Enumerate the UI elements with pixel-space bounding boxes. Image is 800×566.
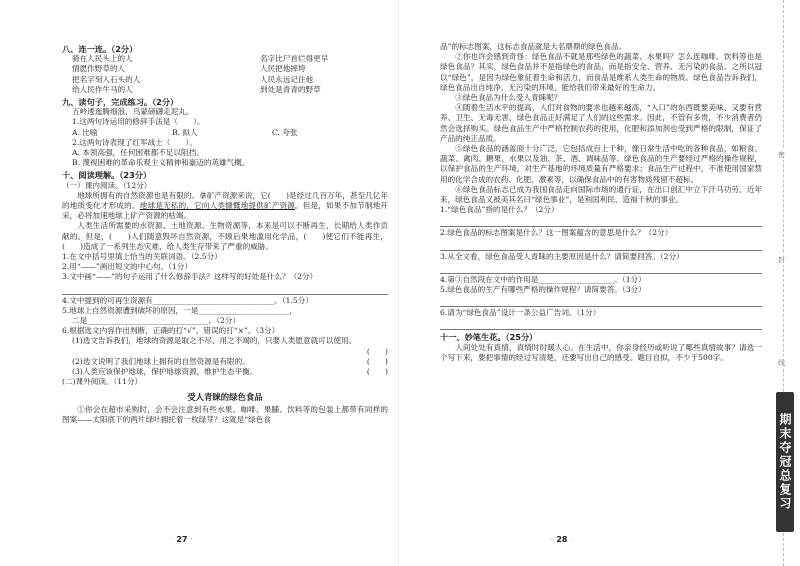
match-row [62, 54, 388, 64]
judge-text: (2)选文说明了我们地球上拥有的自然资源是有限的。 [72, 356, 250, 366]
page-number: · 27 · [170, 535, 194, 544]
seal-mark: 密 [778, 151, 785, 159]
story-paragraph-1: ①你会在超市采购时，会不会注意到有些水果、咖啡、果脯、饮料等的包装上都带有同样的图案——太阳底下的两片绿叶拥托着一枚绿芽？这就是“绿色食 [62, 404, 388, 424]
question-6: 6.根据选文内容作出判断，正确的打“√”，错误的打“×”。（3分） [62, 326, 280, 336]
story-paragraph-5: ⑤绿色食品的涵盖面十分广泛，它包括成百上千种，像日常生活中吃的各种食品，如粮食、蔬菜、禽肉、糖果、水果以及油、茶、酒、调味品等。绿色食品的生产要经过严格的操作规程，以保护食品的生产环境，对生产基地的环境质量有严格要求；食品生产过程中，不准使用国家禁用的化学合成的农药、化肥、激素等，以确保食品中的有害物质残留不超标。 [440, 144, 762, 184]
q9-options [62, 128, 388, 138]
page-number-text: 28 [556, 535, 568, 544]
page-number: · 28 · [550, 535, 574, 544]
story-paragraph-2: ②你也许会感到奇怪：绿色食品不就是那些绿色的蔬菜、水果吗？怎么连咖啡、饮料等也是绿色食品？其实，绿色食品并不是指绿色的食品，而是指安全、营养、无污染的食品。之所以冠以“绿色”，是因为绿色象征着生命和活力，而食品是维系人类生命的物质。绿色食品告诉我们，绿色食品出自纯净、无污染的环境，能给我们带来最好的生命力。 [440, 52, 762, 92]
q9-item2: 2.这两句诗表现了红军战士（ ）。 [72, 137, 197, 147]
text: )是经过几百万年，甚至几亿年的地质变化才形成的。 [62, 190, 389, 211]
question-5: 5.绿色食品的生产有哪些严格的操作规程？请简要答。（3分） [440, 285, 646, 295]
right-column [440, 42, 762, 363]
match-right: 人民永远记住他 [260, 74, 314, 84]
page-fold [398, 0, 399, 566]
judge-text: (1)选文告诉我们，地球的资源是取之不尽、用之不竭的，只要人类愿意就可以使用。 [72, 336, 357, 346]
match-left: 把名字刻入石头的人 [72, 74, 141, 84]
question-3: 3.从全文看，绿色食品受人青睐的主要原因是什么？请简要回答。（2分） [440, 251, 684, 261]
answer-line[interactable] [440, 239, 762, 251]
answer-line[interactable] [440, 262, 762, 274]
seal-mark: 线 [778, 359, 785, 367]
left-column [62, 42, 388, 425]
question-4: 4.第③自然段在文中的作用是____________________。（1分） [440, 274, 646, 284]
judge-mark[interactable]: ( ) [366, 346, 388, 356]
judge-mark[interactable]: ( ) [366, 367, 388, 377]
answer-line[interactable] [440, 215, 762, 227]
q9-option2-b[interactable]: B. 蔑视困难的革命乐观主义精神和豪迈的英雄气概。 [72, 158, 250, 168]
answer-line[interactable] [440, 318, 762, 330]
passage-paragraph-1 [62, 191, 388, 222]
q9-item1: 1.这两句诗运用的修辞手法是（ ）。 [72, 117, 205, 127]
question-2: 2.用“——”画出短文的中心句。（1分） [62, 262, 192, 272]
question-2: 2.绿色食品的标志图案是什么？这一图案蕴含的意思是什么？（2分） [440, 228, 673, 238]
question-4: 4.文中提到的可再生资源有________________________________。（1.5分） [62, 295, 313, 305]
q9-title: 九、读句子，完成练习。（2分） [62, 97, 179, 108]
match-right: 到处是青青的野草 [260, 84, 321, 94]
story-paragraph-3: ③绿色食品为什么受人青睐呢？ [455, 93, 562, 103]
match-left: 给人民作牛马的人 [72, 84, 133, 94]
judge-2 [62, 357, 388, 367]
judge-1 [62, 336, 388, 346]
question-3: 3.文中画“——”的句子运用了什么修辞手法？这样写的好处是什么？（2分） [62, 272, 318, 282]
question-5b: 二是________________________________。（2分） [72, 316, 241, 326]
story-continued: 品”的标志图案，这标志食品就是大名鼎鼎的绿色食品。 [440, 42, 627, 51]
answer-line[interactable] [440, 295, 762, 307]
brand-logo: 期末夺冠总复习 [776, 392, 794, 532]
question-1: 1.在文中括号里填上恰当的关联词语。（2.5分） [62, 252, 222, 262]
judge-3 [62, 367, 388, 377]
question-1: 1.“绿色食品”指的是什么？（2分） [440, 205, 559, 215]
story-paragraph-6: ⑥绿色食品标志已成为我国食品走向国际市场的通行证，在出口创汇中立下汗马功劳。近年来，绿色食品又被美其名曰“绿色事业”，是利国利民、造福千秋的事业。 [440, 184, 762, 205]
answer-line[interactable] [62, 283, 388, 295]
story-title: 受人青睐的绿色食品 [187, 391, 263, 402]
story-paragraph-4: ④随着生活水平的提高，人们对食物的要求也越来越高，“入口”的东西既要美味、又要有营养、卫生、无毒无害，绿色食品正好满足了人们的这些需求。因此，不管有多贵，不少消费者仍然会选择购买。绿色食品生产中严格控制农药的使用，化肥和添加剂也受到严格的限制，保证了产品的纯正品质。 [440, 103, 762, 143]
match-left: 情愿作野草的人 [72, 64, 126, 74]
q11-prompt: 人间处处有真情，真情时时暖人心。在生活中，你亲身经历或听说了哪些真情故事？请选一个写下来，要把事情的经过写清楚，还要写出自己的感受。题目自拟，不少于500字。 [440, 342, 762, 362]
underlined-sentence: 地球是无私的，它向人类慷慨地提供矿产资源 [139, 201, 295, 211]
judge-text: (3)人类应该保护地球，保护地球资源，维护生态平衡。 [72, 367, 258, 377]
passage-paragraph-2: 人类生活所需要的水资源、土地资源、生物资源等，本来是可以不断再生，长期给人类作贡献的。但是，( )人们随意毁坏自然资源，不顾后果地滥用化学品，( )使它们不能再生，( )造成了一系列生态灾难，给人类生存带来了严重的威胁。 [62, 221, 388, 251]
match-left: 骑在人民头上的人 [72, 54, 133, 64]
right-page [400, 0, 770, 566]
match-right: 人民把他摔垮 [260, 64, 306, 74]
judge-mark[interactable]: ( ) [366, 356, 388, 366]
judge-1-mark[interactable] [62, 347, 388, 357]
q9-option-c[interactable]: C. 夸张 [272, 127, 298, 137]
match-row [62, 75, 388, 85]
q8-title: 八、连一连。（2分） [62, 44, 138, 54]
text: 。但是，如果不加节制地开采，必将加速地球上矿产资源的枯竭。 [62, 201, 389, 221]
seal-mark: 封 [778, 256, 785, 264]
q11-title: 十一、妙笔生花。（25分） [440, 332, 538, 343]
match-right: 名字比尸首烂得更早 [260, 54, 329, 64]
question-5: 5.地球上自然资源遭到破坏的原因，一是________________________， [62, 305, 298, 315]
q10-title: 十、阅读理解。（23分） [62, 170, 152, 181]
q9-poem: 五岭逶迤腾细浪，乌蒙磅礴走泥丸。 [72, 107, 194, 117]
q10-part1-title: （一）课内阅读。（12分） [62, 180, 152, 190]
q9-option2-a[interactable]: A. 本领高强，任何困难都不足以阻挡。 [72, 148, 204, 158]
text: 地球所拥有的自然资源也是有限的。拿矿产资源来说，它( [77, 190, 271, 200]
match-row [62, 64, 388, 74]
q10-part2-title: (二)课外阅读。（11分） [62, 377, 143, 387]
question-6: 6.请为“绿色食品”设计一条公益广告词。（1分） [440, 308, 601, 318]
q9-option-a[interactable]: A. 比喻 [72, 127, 98, 137]
q9-option-b[interactable]: B. 拟人 [172, 127, 198, 137]
page-number-text: 27 [176, 535, 188, 544]
match-row [62, 85, 388, 95]
